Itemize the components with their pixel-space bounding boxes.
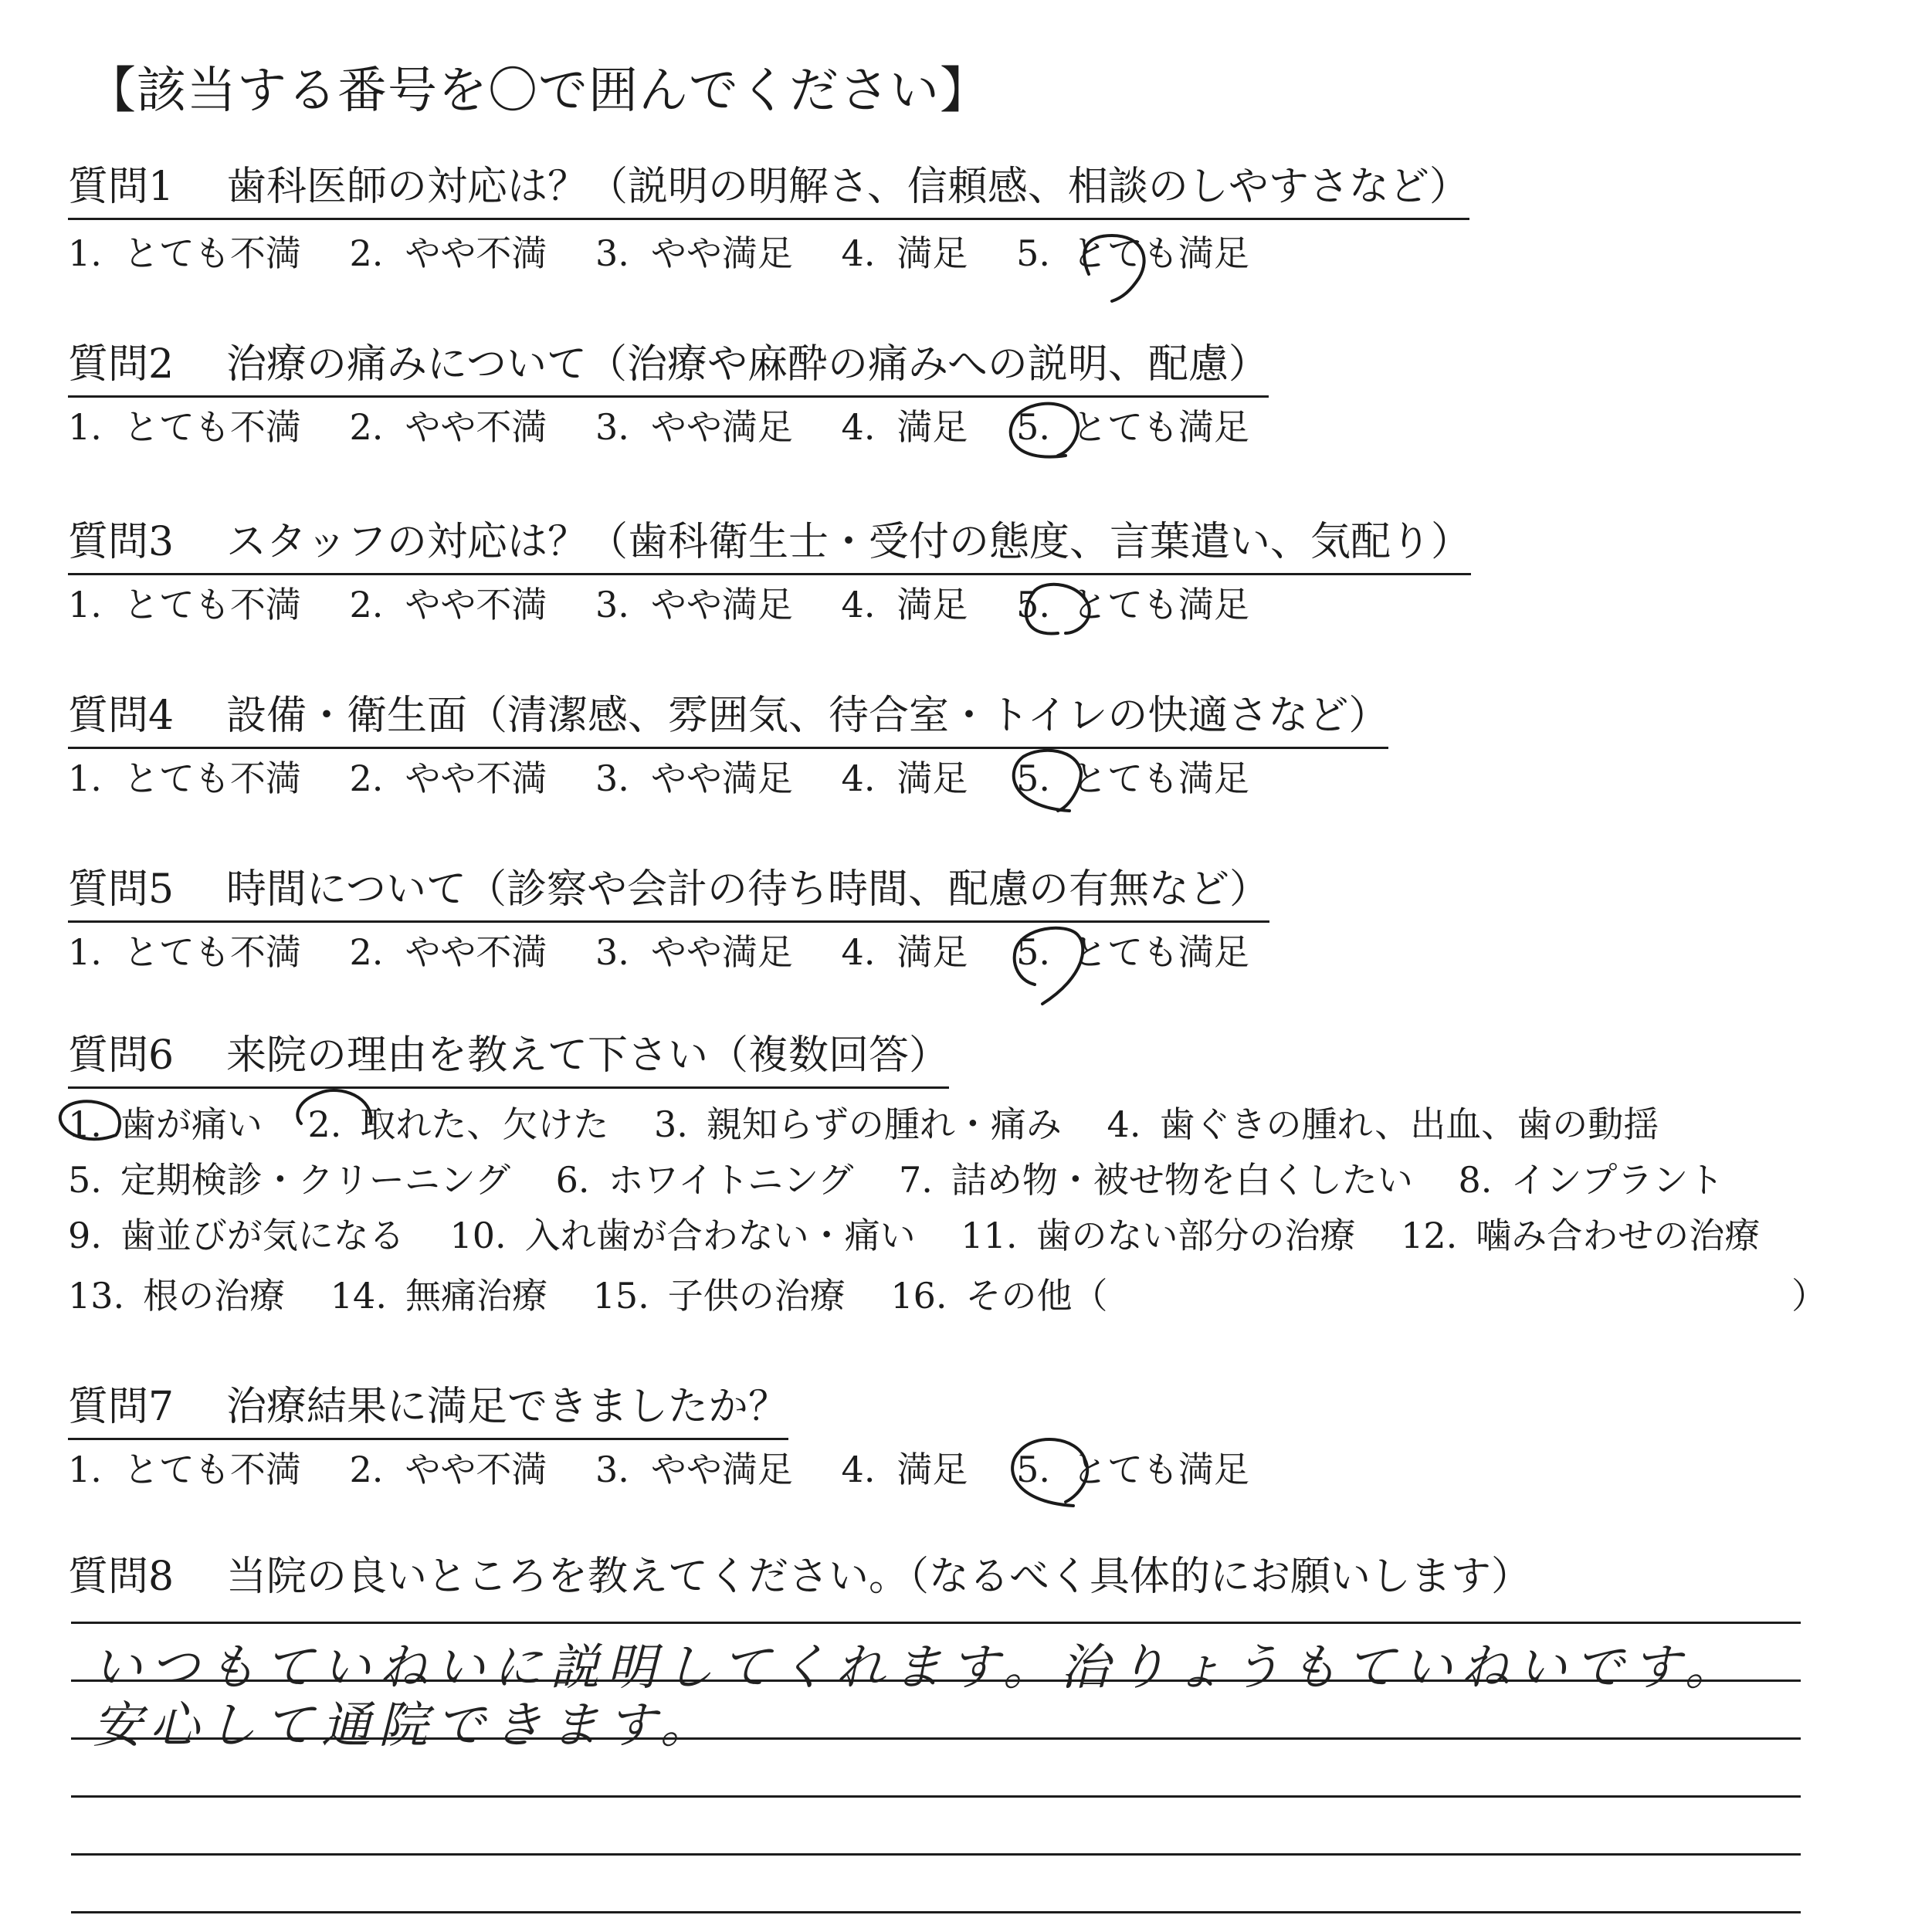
option-3[interactable]: 3. やや満足 (595, 1449, 793, 1490)
q6-options-row-3 (68, 1214, 1794, 1257)
question-6-title (68, 1031, 949, 1089)
option-1[interactable]: 1. とても不満 (68, 931, 301, 973)
question-text: 時間について（診察や会計の待ち時間、配慮の有無など） (226, 866, 1269, 913)
question-3-title (68, 517, 1471, 575)
question-7-title (68, 1382, 788, 1440)
question-2-options (68, 405, 1286, 449)
option-3[interactable]: 3. やや満足 (595, 406, 793, 448)
instruction-header: 【該当する番号を〇で囲んでください】 (86, 63, 990, 120)
option-5[interactable]: 5. とても満足 (1016, 406, 1249, 448)
reason-6[interactable]: 6. ホワイトニング (555, 1159, 854, 1201)
reason-9[interactable]: 9. 歯並びが気になる (68, 1215, 405, 1256)
question-5-options (68, 930, 1286, 974)
option-5[interactable]: 5. とても満足 (1016, 758, 1249, 799)
question-5-title (68, 865, 1269, 923)
answer-rule-line (71, 1622, 1801, 1624)
option-3[interactable]: 3. やや満足 (595, 931, 793, 973)
question-1-options (68, 232, 1286, 275)
question-number: 質問3 (68, 519, 175, 565)
option-1[interactable]: 1. とても不満 (68, 584, 301, 625)
question-number: 質問7 (68, 1384, 175, 1430)
question-number: 質問8 (68, 1554, 175, 1600)
question-1-title (68, 162, 1469, 220)
option-3[interactable]: 3. やや満足 (595, 232, 793, 274)
option-5[interactable]: 5. とても満足 (1016, 584, 1249, 625)
question-4-options (68, 757, 1286, 800)
q6-options-row-4 (68, 1274, 1142, 1317)
question-number: 質問6 (68, 1032, 175, 1079)
reason-12[interactable]: 12. 噛み合わせの治療 (1401, 1215, 1761, 1256)
reason-2[interactable]: 2. 取れた、欠けた (307, 1103, 609, 1145)
option-4[interactable]: 4. 満足 (841, 931, 968, 973)
option-2[interactable]: 2. やや不満 (349, 931, 547, 973)
option-2[interactable]: 2. やや不満 (349, 1449, 547, 1490)
option-5[interactable]: 5. とても満足 (1016, 1449, 1249, 1490)
reason-4[interactable]: 4. 歯ぐきの腫れ、出血、歯の動揺 (1107, 1103, 1659, 1145)
question-8-title (68, 1552, 1531, 1602)
reason-1[interactable]: 1. 歯が痛い (68, 1103, 263, 1145)
reason-8[interactable]: 8. インプラント (1458, 1159, 1724, 1201)
reason-16[interactable]: 16. その他（ (890, 1275, 1108, 1317)
answer-rule-line (71, 1795, 1801, 1798)
option-1[interactable]: 1. とても不満 (68, 232, 301, 274)
q6-options-row-1 (68, 1103, 1693, 1146)
reason-11[interactable]: 11. 歯のない部分の治療 (961, 1215, 1356, 1256)
q6-options-row-2 (68, 1158, 1757, 1202)
reason-13[interactable]: 13. 根の治療 (68, 1275, 286, 1317)
answer-rule-line (71, 1737, 1801, 1740)
handwritten-answer-line-2: 安心して通院できます。 (93, 1697, 717, 1754)
option-2[interactable]: 2. やや不満 (349, 406, 547, 448)
reason-10[interactable]: 10. 入れ歯が合わない・痛い (449, 1215, 916, 1256)
question-text: 治療結果に満足できましたか？ (226, 1384, 789, 1430)
option-1[interactable]: 1. とても不満 (68, 758, 301, 799)
question-3-options (68, 583, 1286, 626)
option-1[interactable]: 1. とても不満 (68, 406, 301, 448)
option-2[interactable]: 2. やや不満 (349, 232, 547, 274)
option-4[interactable]: 4. 満足 (841, 406, 968, 448)
question-text: 当院の良いところを教えてください。（なるべく具体的にお願いします） (226, 1554, 1532, 1600)
reason-7[interactable]: 7. 詰め物・被せ物を白くしたい (899, 1159, 1413, 1201)
option-5[interactable]: 5. とても満足 (1016, 232, 1249, 274)
option-4[interactable]: 4. 満足 (841, 232, 968, 274)
reason-5[interactable]: 5. 定期検診・クリーニング (68, 1159, 510, 1201)
option-4[interactable]: 4. 満足 (841, 584, 968, 625)
question-2-title (68, 340, 1269, 398)
option-4[interactable]: 4. 満足 (841, 758, 968, 799)
option-1[interactable]: 1. とても不満 (68, 1449, 301, 1490)
question-text: スタッフの対応は？（歯科衛生士・受付の態度、言葉遣い、気配り） (226, 519, 1472, 565)
question-7-options (68, 1448, 1286, 1491)
option-2[interactable]: 2. やや不満 (349, 584, 547, 625)
answer-rule-line (71, 1911, 1801, 1913)
option-5[interactable]: 5. とても満足 (1016, 931, 1249, 973)
question-number: 質問5 (68, 866, 175, 913)
question-text: 治療の痛みについて（治療や麻酔の痛みへの説明、配慮） (226, 341, 1269, 388)
question-number: 質問1 (68, 164, 175, 210)
option-4[interactable]: 4. 満足 (841, 1449, 968, 1490)
answer-rule-line (71, 1853, 1801, 1856)
question-text: 来院の理由を教えて下さい（複数回答） (226, 1032, 950, 1079)
reason-3[interactable]: 3. 親知らずの腫れ・痛み (654, 1103, 1062, 1145)
reason-14[interactable]: 14. 無痛治療 (330, 1275, 547, 1317)
option-3[interactable]: 3. やや満足 (595, 584, 793, 625)
option-3[interactable]: 3. やや満足 (595, 758, 793, 799)
question-text: 設備・衛生面（清潔感、雰囲気、待合室・トイレの快適さなど） (226, 693, 1389, 739)
question-number: 質問2 (68, 341, 175, 388)
option-2[interactable]: 2. やや不満 (349, 758, 547, 799)
question-text: 歯科医師の対応は？（説明の明解さ、信頼感、相談のしやすさなど） (226, 164, 1469, 210)
answer-rule-line (71, 1679, 1801, 1682)
handwritten-answer-line-1: いつもていねいに説明してくれます。治りょうもていねいです。 (93, 1639, 1742, 1696)
question-4-title (68, 691, 1388, 749)
reason-15[interactable]: 15. 子供の治療 (592, 1275, 846, 1317)
other-close-paren: ） (1791, 1275, 1827, 1317)
question-number: 質問4 (68, 693, 175, 739)
